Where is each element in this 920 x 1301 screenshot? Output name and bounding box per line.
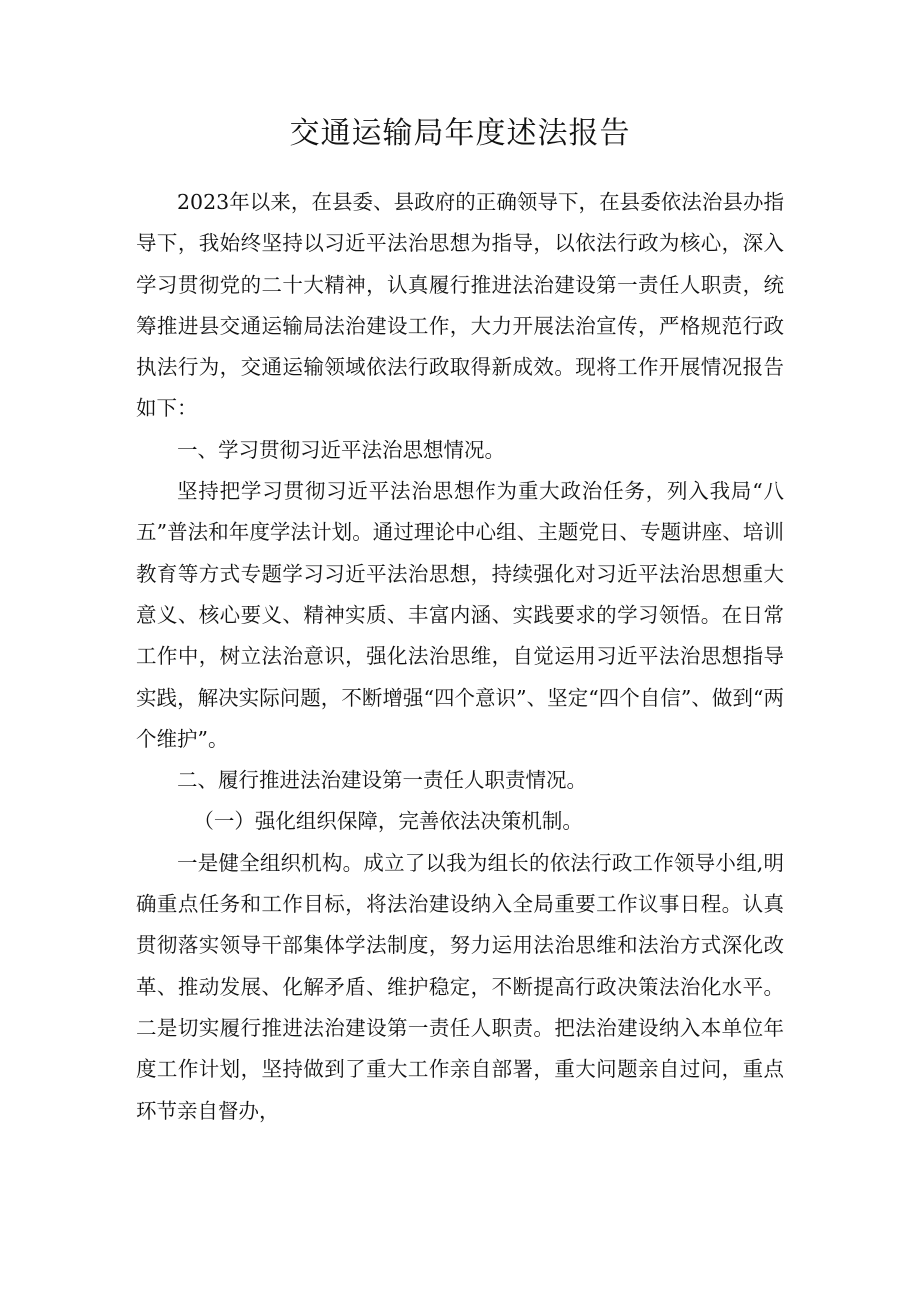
section-heading-1: 一、学习贯彻习近平法治思想情况。	[177, 437, 505, 462]
paragraph-section-1: 坚持把学习贯彻习近平法治思想作为重大政治任务，列入我局“八五”普法和年度学法计划。通过理论中心组、主题党日、专题讲座、培训教育等方式专题学习习近平法治思想，持续强化对习近平法治思想重大意义、核心要义、精神实质、丰富内涵、实践要求的学习领悟。在日常工作中，树立法治意识，强化法治思维，自觉运用习近平法治思想指导实践，解决实际问题，不断增强“四个意识”、坚定“四个自信”、做到“两个维护”。	[136, 479, 784, 751]
document-title: 交通运输局年度述法报告	[289, 116, 631, 151]
paragraph-intro: 2023年以来，在县委、县政府的正确领导下，在县委依法治县办指导下，我始终坚持以习近平法治思想为指导，以依法行政为核心，深入学习贯彻党的二十大精神，认真履行推进法治建设第一责任人职责，统筹推进县交通运输局法治建设工作，大力开展法治宣传，严格规范行政执法行为，交通运输领域依法行政取得新成效。现将工作开展情况报告如下：	[136, 190, 784, 421]
paragraph-section-2-1: 一是健全组织机构。成立了以我为组长的依法行政工作领导小组,明确重点任务和工作目标，将法治建设纳入全局重要工作议事日程。认真贯彻落实领导干部集体学法制度，努力运用法治思维和法治方式深化改革、推动发展、化解矛盾、维护稳定，不断提高行政决策法治化水平。二是切实履行推进法治建设第一责任人职责。把法治建设纳入本单位年度工作计划，坚持做到了重大工作亲自部署，重大问题亲自过问，重点环节亲自督办，	[136, 850, 784, 1123]
subsection-heading-2-1: （一）强化组织保障，完善依法决策机制。	[193, 809, 583, 834]
section-heading-2: 二、履行推进法治建设第一责任人职责情况。	[177, 768, 587, 793]
